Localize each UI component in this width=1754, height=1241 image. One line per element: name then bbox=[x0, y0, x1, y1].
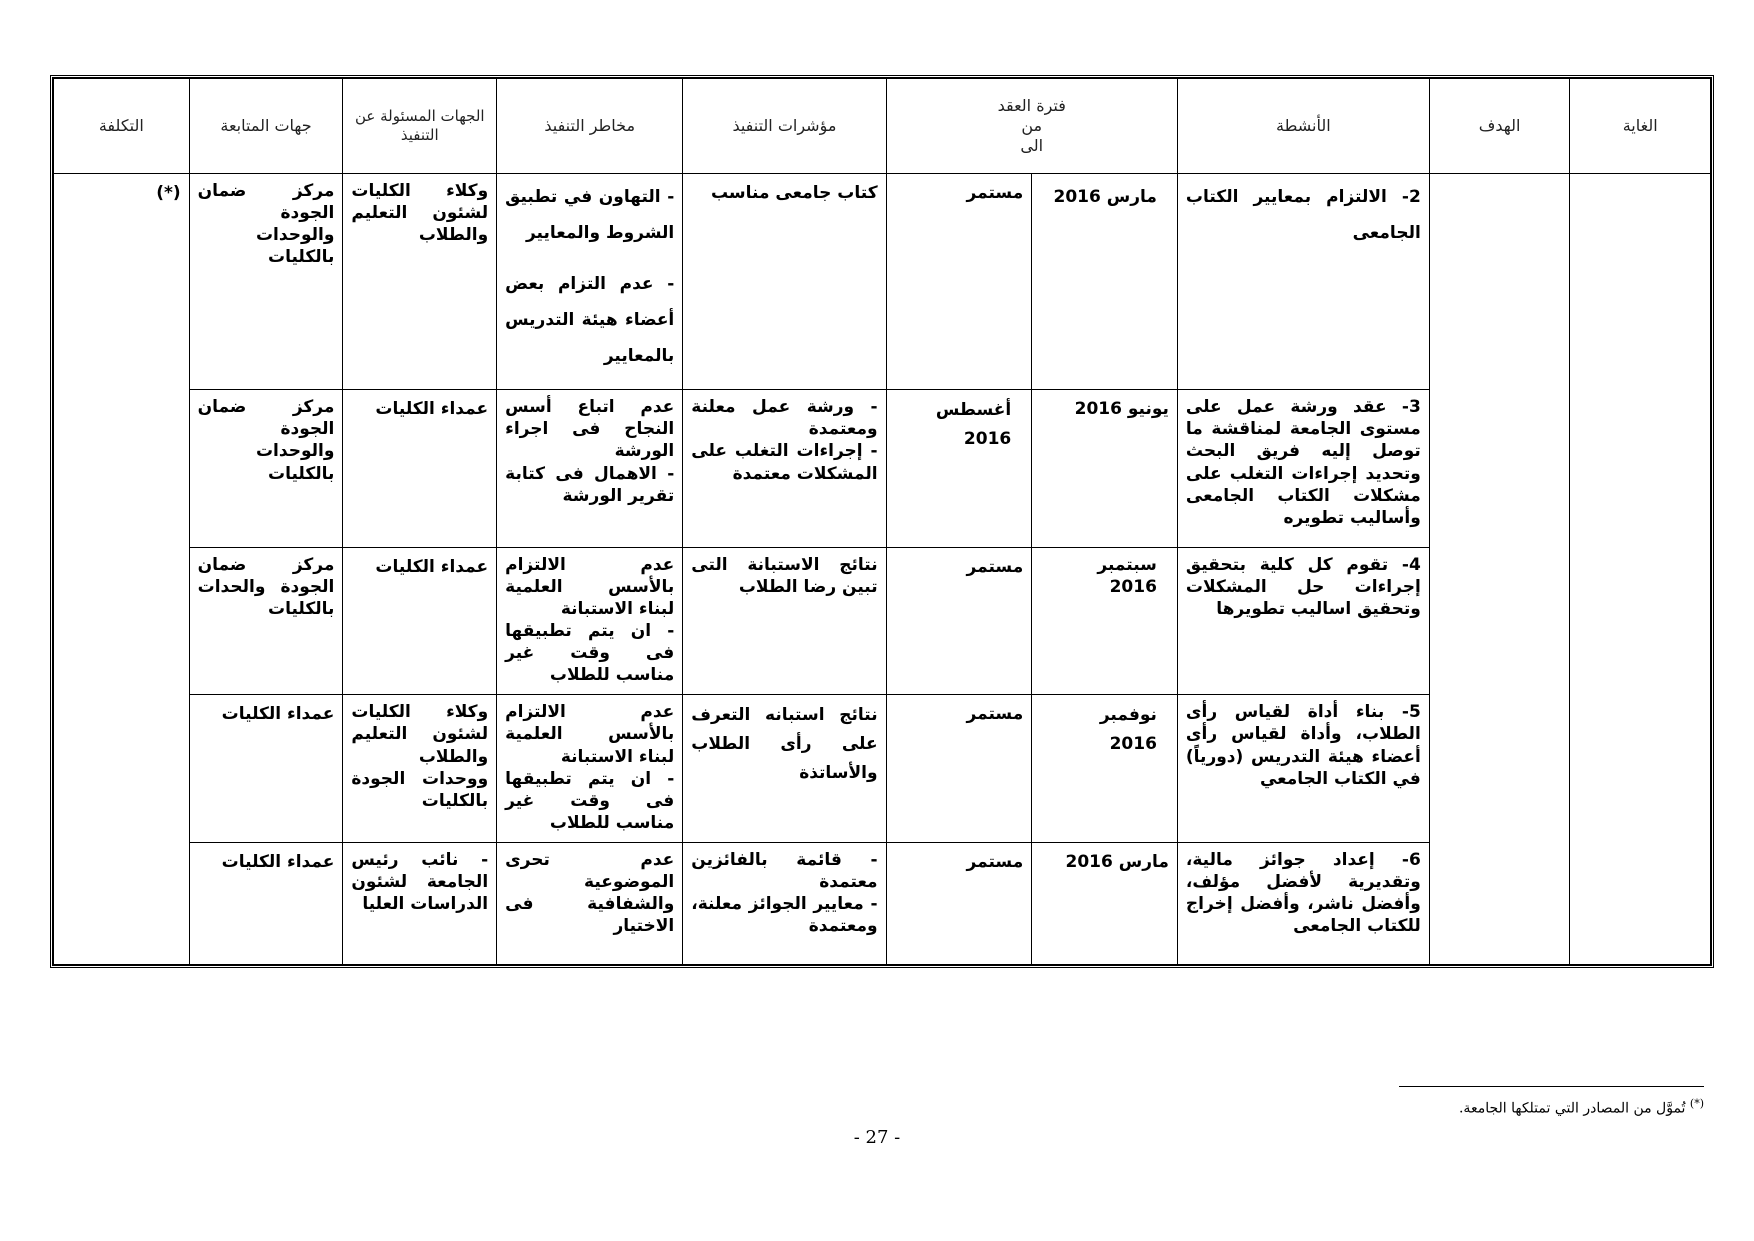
activity-cell: 6- إعداد جوائز مالية، وتقديرية لأفضل مؤلف، وأفضل ناشر، وأفضل إخراج للكتاب الجامعى bbox=[1177, 843, 1429, 965]
risk-item: عدم الالتزام بالأسس العلمية لبناء الاستبانة bbox=[505, 702, 675, 767]
to-cell: مستمر bbox=[886, 843, 1032, 965]
indicators-cell bbox=[683, 174, 886, 390]
from-cell: نوفمبر 2016 bbox=[1032, 695, 1178, 843]
indicator-item: - معايير الجوائز معلنة، ومعتمدة bbox=[691, 894, 878, 937]
followup-cell: عمداء الكليات bbox=[189, 843, 343, 965]
risk-item: عدم اتباع أسس النجاح فى اجراء الورشة bbox=[505, 397, 675, 462]
indicator-item: - قائمة بالفائزين معتمدة bbox=[691, 850, 878, 893]
activity-cell: 2- الالتزام بمعايير الكتاب الجامعى bbox=[1177, 174, 1429, 390]
header-followup: جهات المتابعة bbox=[189, 79, 343, 174]
risk-item: - عدم التزام بعض أعضاء هيئة التدريس بالمعايير bbox=[505, 274, 675, 366]
header-period bbox=[886, 79, 1177, 174]
risk-item: عدم تحرى الموضوعية والشفافية فى الاختيار bbox=[505, 850, 675, 937]
goal-cell bbox=[1570, 174, 1711, 965]
header-activities: الأنشطة bbox=[1177, 79, 1429, 174]
to-cell: مستمر bbox=[886, 695, 1032, 843]
risks-cell bbox=[497, 843, 683, 965]
indicators-cell bbox=[683, 695, 886, 843]
header-period-title: فترة العقد bbox=[997, 96, 1066, 115]
to-cell: مستمر bbox=[886, 174, 1032, 390]
header-period-from: من bbox=[1021, 116, 1043, 135]
from-cell: مارس 2016 bbox=[1032, 174, 1178, 390]
indicator-item: نتائج الاستبانة التى تبين رضا الطلاب bbox=[691, 554, 878, 597]
header-responsible: الجهات المسئولة عن التنفيذ bbox=[343, 79, 497, 174]
footnote bbox=[1459, 1097, 1704, 1117]
indicator-item: نتائج استبانه التعرف على رأى الطلاب والأساتذة bbox=[691, 705, 878, 784]
responsible-cell: - نائب رئيس الجامعة لشئون الدراسات العليا bbox=[343, 843, 497, 965]
header-row bbox=[54, 79, 1711, 174]
header-risks: مخاطر التنفيذ bbox=[497, 79, 683, 174]
activity-cell: 5- بناء أداة لقياس رأى الطلاب، وأداة لقياس رأى أعضاء هيئة التدريس (دورياً) في الكتاب الجامعي bbox=[1177, 695, 1429, 843]
followup-cell: مركز ضمان الجودة والحدات بالكليات bbox=[189, 547, 343, 695]
indicators-cell bbox=[683, 390, 886, 547]
footnote-marker: (*) bbox=[1689, 1097, 1704, 1110]
from-cell: يونيو 2016 bbox=[1032, 390, 1178, 547]
objective-cell bbox=[1429, 174, 1570, 965]
to-cell: أغسطس 2016 bbox=[886, 390, 1032, 547]
indicators-cell bbox=[683, 547, 886, 695]
responsible-cell: عمداء الكليات bbox=[343, 390, 497, 547]
risks-cell bbox=[497, 547, 683, 695]
action-plan-table-frame bbox=[50, 75, 1714, 968]
followup-cell: مركز ضمان الجودة والوحدات بالكليات bbox=[189, 174, 343, 390]
risk-item: - ان يتم تطبيقها فى وقت غير مناسب للطلاب bbox=[505, 620, 675, 686]
header-period-to: الى bbox=[1020, 136, 1044, 155]
indicator-item: كتاب جامعى مناسب bbox=[710, 183, 878, 203]
table-row bbox=[54, 174, 1711, 390]
page-number: - 27 - bbox=[853, 1127, 901, 1148]
responsible-cell: وكلاء الكليات لشئون التعليم والطلاب ووحدات الجودة بالكليات bbox=[343, 695, 497, 843]
followup-cell: مركز ضمان الجودة والوحدات بالكليات bbox=[189, 390, 343, 547]
activity-cell: 4- تقوم كل كلية بتحقيق إجراءات حل المشكلات وتحقيق اساليب تطويرها bbox=[1177, 547, 1429, 695]
indicators-cell bbox=[683, 843, 886, 965]
indicator-item: - إجراءات التغلب على المشكلات معتمدة bbox=[691, 441, 878, 484]
indicator-item: - ورشة عمل معلنة ومعتمدة bbox=[691, 397, 878, 440]
footnote-rule bbox=[1399, 1086, 1704, 1087]
responsible-cell: وكلاء الكليات لشئون التعليم والطلاب bbox=[343, 174, 497, 390]
risk-item: - ان يتم تطبيقها فى وقت غير مناسب للطلاب bbox=[505, 768, 675, 833]
followup-cell: عمداء الكليات bbox=[189, 695, 343, 843]
responsible-cell: عمداء الكليات bbox=[343, 547, 497, 695]
cost-cell: (*) bbox=[54, 174, 190, 965]
header-objective: الهدف bbox=[1429, 79, 1570, 174]
footnote-text: تُموَّل من المصادر التي تمتلكها الجامعة. bbox=[1458, 1100, 1686, 1117]
header-indicators: مؤشرات التنفيذ bbox=[683, 79, 886, 174]
activity-cell: 3- عقد ورشة عمل على مستوى الجامعة لمناقشة ما توصل إليه فريق البحث وتحديد إجراءات التغلب على مشكلات الكتاب الجامعى وأساليب تطويره bbox=[1177, 390, 1429, 547]
header-cost: التكلفة bbox=[54, 79, 190, 174]
from-cell: مارس 2016 bbox=[1032, 843, 1178, 965]
risk-item: عدم الالتزام بالأسس العلمية لبناء الاستبانة bbox=[505, 554, 675, 619]
from-cell: سبتمبر 2016 bbox=[1032, 547, 1178, 695]
risk-item: - التهاون في تطبيق الشروط والمعايير bbox=[505, 187, 675, 243]
risks-cell bbox=[497, 174, 683, 390]
action-plan-table bbox=[53, 78, 1711, 965]
risk-item: - الاهمال فى كتابة تقرير الورشة bbox=[505, 463, 675, 506]
header-goal: الغاية bbox=[1570, 79, 1711, 174]
risks-cell bbox=[497, 695, 683, 843]
risks-cell bbox=[497, 390, 683, 547]
to-cell: مستمر bbox=[886, 547, 1032, 695]
